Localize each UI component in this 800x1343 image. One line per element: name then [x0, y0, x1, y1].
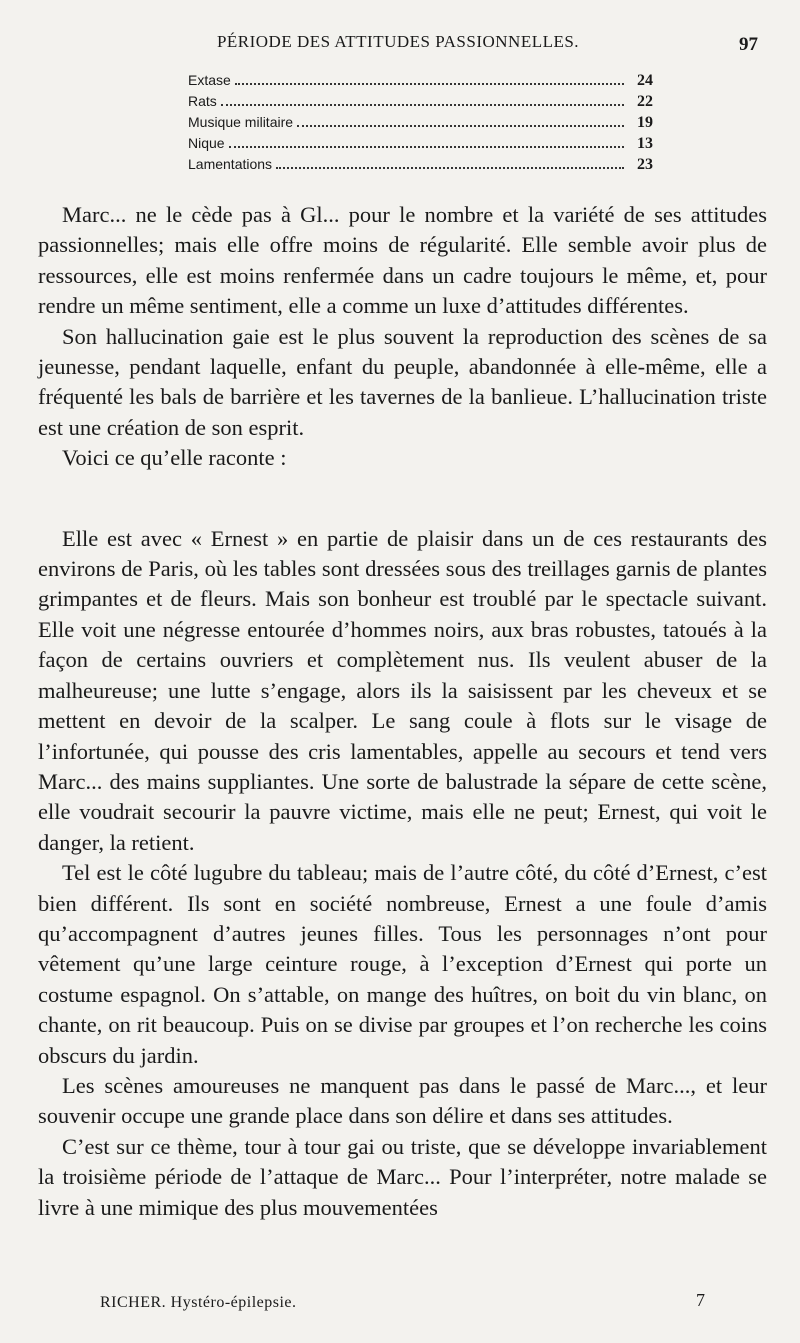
leader-dots: [221, 104, 624, 106]
list-item-label: Lamentations: [188, 156, 273, 172]
attitude-count-list: [188, 70, 660, 175]
paragraph: Marc... ne le cède pas à Gl... pour le nombre et la variété de ses attitudes passionnelles; mais elle offre moins de régularité. Elle semble avoir plus de ressources, elle est moins renfermée dans un cadre toujours le même, et, pour rendre un même sentiment, elle a comme un luxe d’attitudes différentes.: [38, 202, 767, 319]
list-item-count: 23: [637, 156, 653, 173]
list-item: [188, 112, 660, 133]
body-text: [38, 200, 767, 1223]
leader-dots: [276, 167, 624, 169]
signature-number: 7: [696, 1290, 705, 1310]
list-item: [188, 70, 660, 91]
list-item-count: 19: [637, 114, 653, 131]
page-number: 97: [739, 34, 758, 55]
section-gap: [38, 474, 767, 524]
paragraph: Les scènes amoureuses ne manquent pas dans le passé de Marc..., et leur souvenir occupe une grande place dans son délire et dans ses attitudes.: [38, 1072, 767, 1129]
list-item: [188, 133, 660, 154]
paragraph: C’est sur ce thème, tour à tour gai ou triste, que se développe invariablement la troisième période de l’attaque de Marc... Pour l’interpréter, notre malade se livre à une mimique des plus mouvementées: [38, 1133, 767, 1220]
leader-dots: [229, 146, 624, 148]
list-item-count: 22: [637, 93, 653, 110]
list-item-label: Nique: [188, 135, 225, 151]
list-item: [188, 154, 660, 175]
page-header: [38, 32, 758, 60]
paragraph: Voici ce qu’elle raconte :: [62, 445, 287, 471]
list-item-label: Rats: [188, 93, 217, 109]
list-item: [188, 91, 660, 112]
list-item-label: Musique militaire: [188, 114, 294, 130]
leader-dots: [297, 125, 624, 127]
running-head: PÉRIODE DES ATTITUDES PASSIONNELLES.: [216, 32, 580, 51]
printer-signature: RICHER. Hystéro-épilepsie.: [100, 1294, 297, 1311]
paragraph: Elle est avec « Ernest » en partie de plaisir dans un de ces restaurants des environs de Paris, où les tables sont dressées sous des treillages garnis de plantes grimpantes et de fleurs. Mais son bonheur est troublé par le spectacle suivant. Elle voit une négresse entourée d’hommes noirs, aux bras robustes, tatoués à la façon de certains ouvriers et complètement nus. Ils veulent abuser de la malheureuse; une lutte s’engage, alors ils la saisissent par les cheveux et se mettent en devoir de la scalper. Le sang coule à flots sur le visage de l’infortunée, qui pousse des cris lamentables, appelle au secours et tend vers Marc... des mains suppliantes. Une sorte de balustrade la sépare de cette scène, elle voudrait secourir la pauvre victime, mais elle ne peut; Ernest, qui voit le danger, la retient.: [38, 525, 767, 855]
page-footer: [100, 1290, 705, 1316]
list-item-count: 13: [637, 135, 653, 152]
list-item-label: Extase: [188, 72, 231, 88]
list-item-count: 24: [637, 72, 653, 89]
paragraph: Tel est le côté lugubre du tableau; mais de l’autre côté, du côté d’Ernest, c’est bien différent. Ils sont en société nombreuse, Ernest a une foule d’amis qu’accompagnent d’autres jeunes filles. Tous les personnages n’ont pour vêtement qu’une large ceinture rouge, à l’exception d’Ernest qui porte un costume espagnol. On s’attable, on mange des huîtres, on boit du vin blanc, on chante, on rit beaucoup. Puis on se divise par groupes et l’on recherche les coins obscurs du jardin.: [38, 860, 767, 1068]
paragraph: Son hallucination gaie est le plus souvent la reproduction des scènes de sa jeunesse, pendant laquelle, enfant du peuple, abandonnée à elle-même, elle a fréquenté les bals de barrière et les tavernes de la banlieue. L’hallucination triste est une création de son esprit.: [38, 323, 767, 440]
leader-dots: [235, 83, 624, 85]
